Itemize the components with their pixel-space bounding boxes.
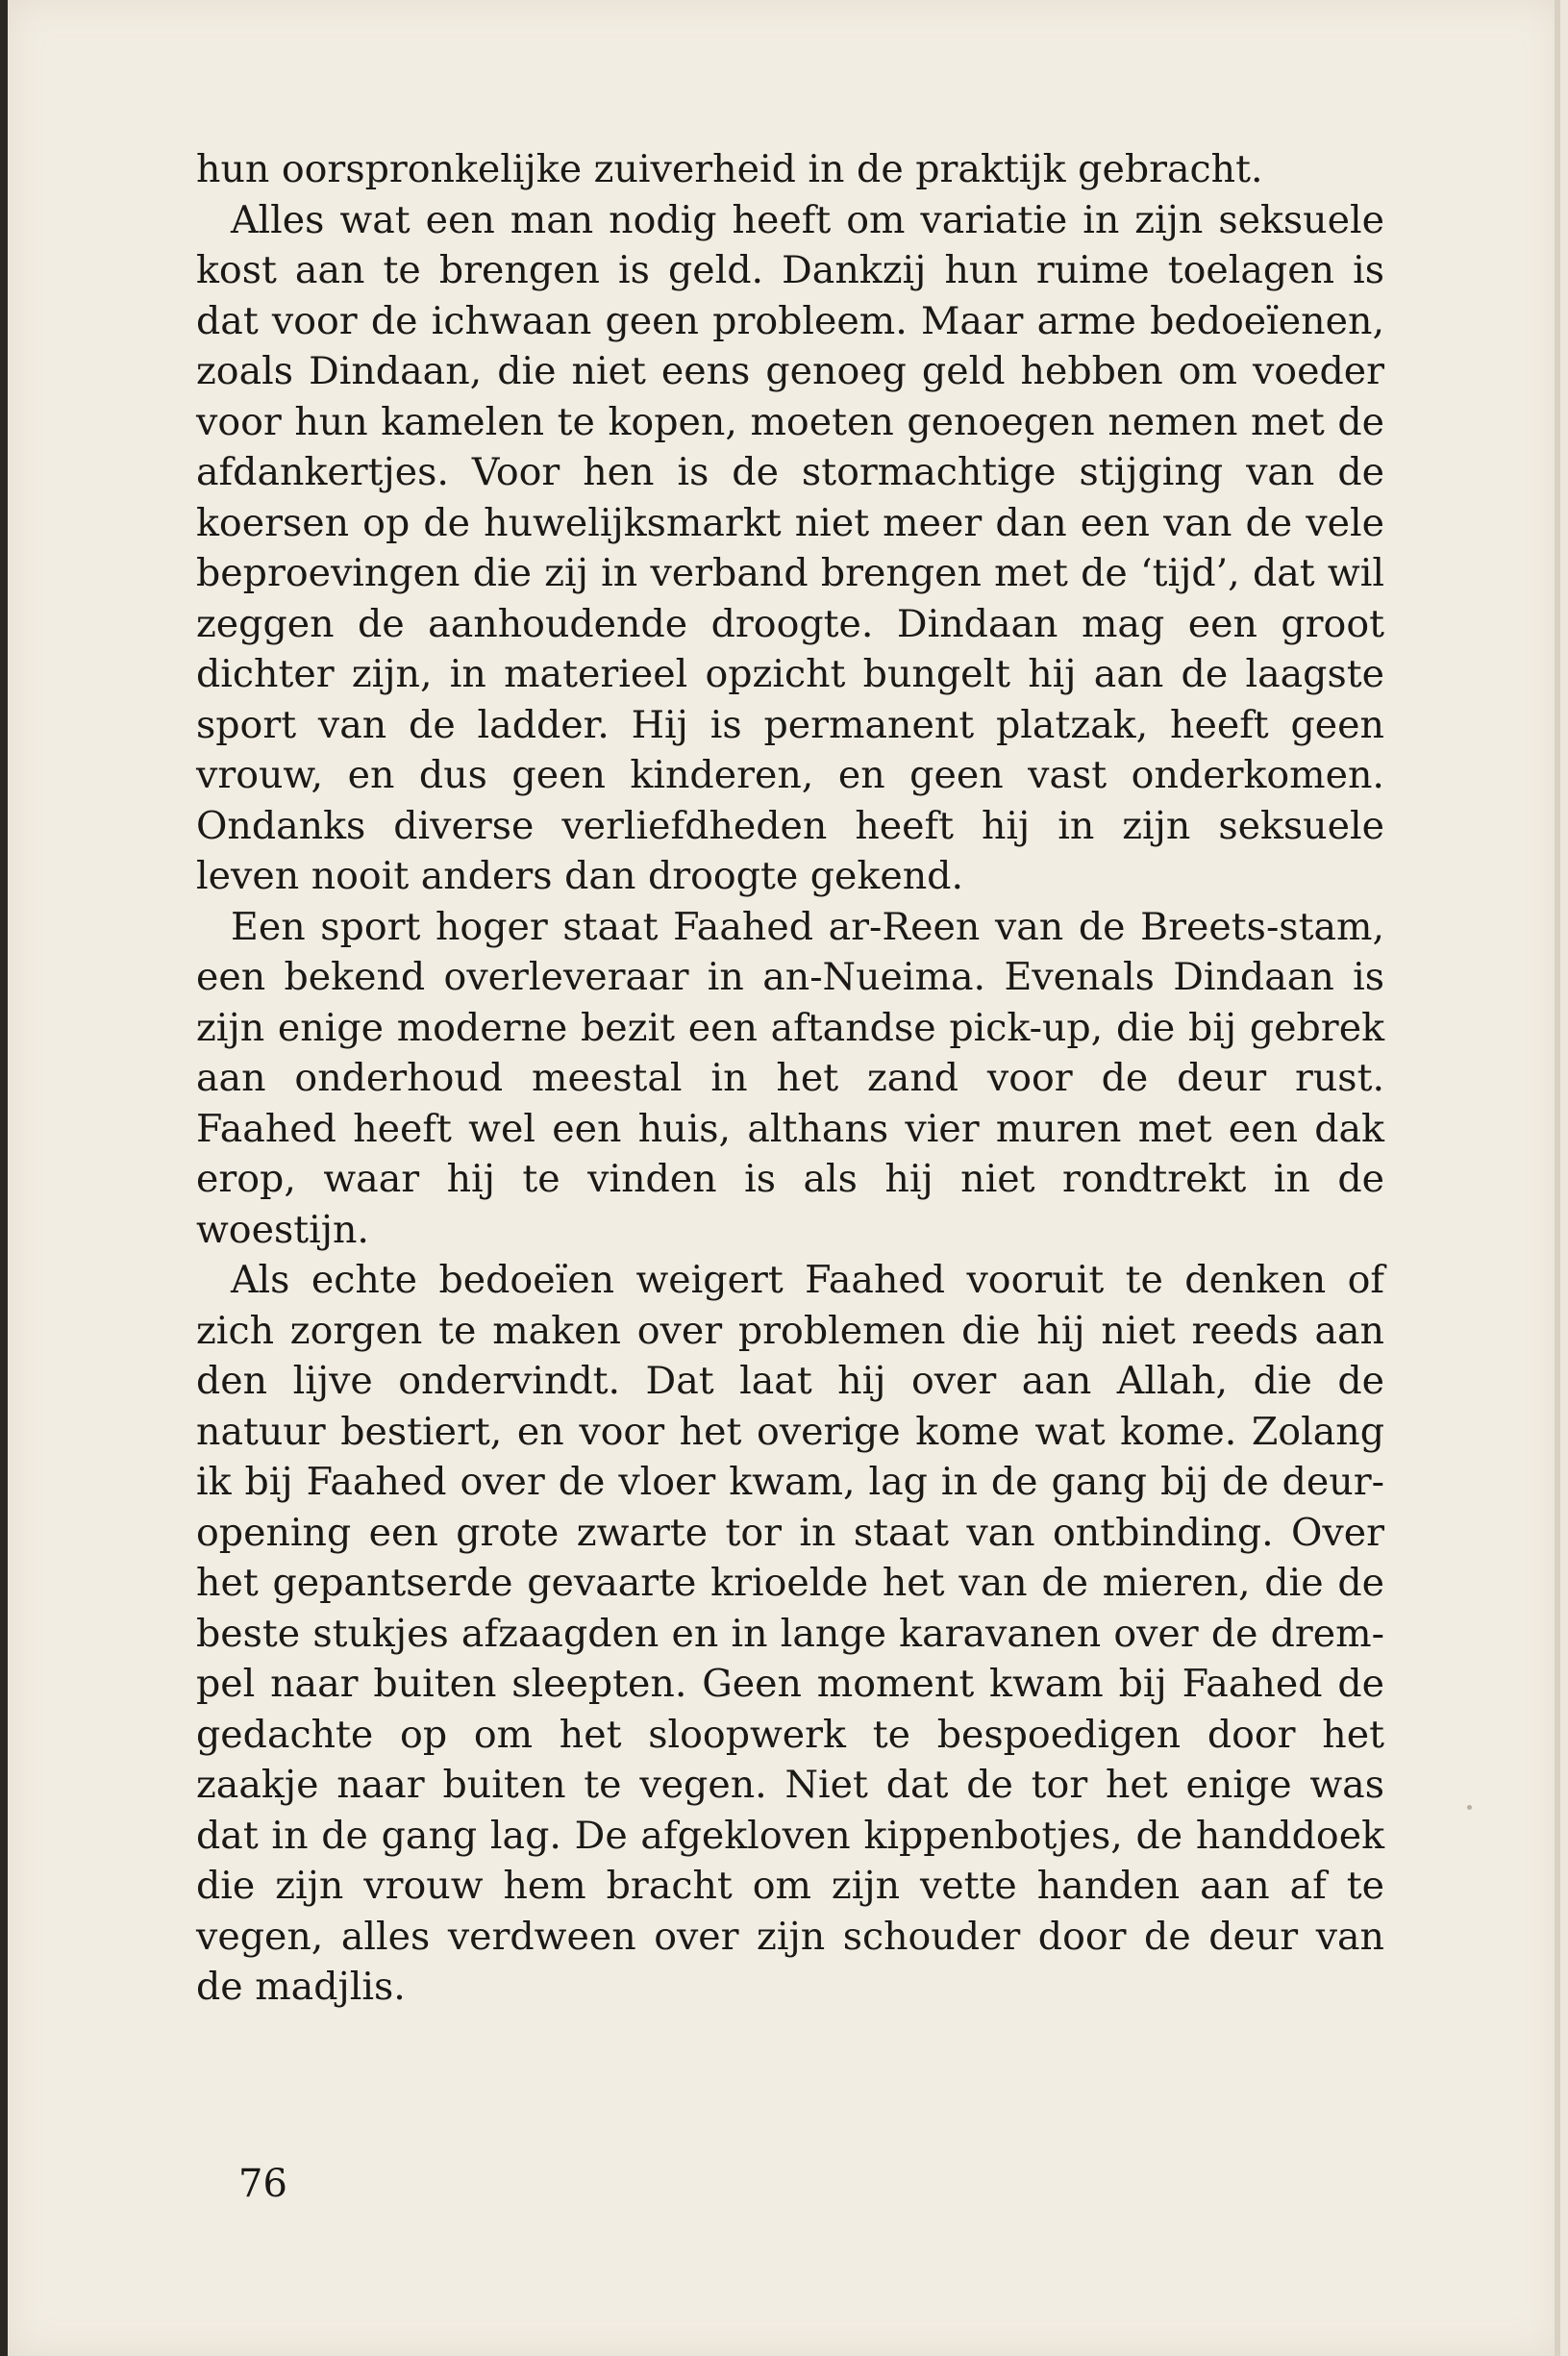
paragraph-continuation: hun oorspronkelijke zuiverheid in de praktijk gebracht.	[196, 147, 1263, 191]
paragraph: Als echte bedoeïen weigert Faahed vooruit te denken of zich zorgen te maken over problemen die hij niet reeds aan den lijve ondervindt. Dat laat hij over aan Allah, die de natuur bestiert, en voor het overige kome wat kome. Zolang ik bij Faahed over de vloer kwam, lag in de gang bij de deuropening een grote zwarte tor in staat van ontbinding. Over het gepantserde gevaarte krioelde het van de mieren, die de beste stukjes afzaagden en in lange karavanen over de drempel naar buiten sleepten. Geen moment kwam bij Faahed de gedachte op om het sloopwerk te bespoedigen door het zaakje naar buiten te vegen. Niet dat de tor het enige was dat in de gang lag. De afgekloven kippenbotjes, de handdoek die zijn vrouw hem bracht om zijn vette handen aan af te vegen, alles verdween over zijn schouder door de deur van de madjlis.	[196, 1258, 1384, 2009]
page-right-edge	[1555, 0, 1560, 2356]
page-number: 76	[238, 2162, 287, 2206]
body-text	[196, 144, 1384, 2013]
paper-speck	[1467, 1805, 1472, 1810]
paragraph: Alles wat een man nodig heeft om variatie in zijn seksuele kost aan te brengen is geld. Dankzij hun ruime toelagen is dat voor de ichwaan geen probleem. Maar arme bedoeïenen, zoals Dindaan, die niet eens genoeg geld hebben om voeder voor hun kamelen te kopen, moeten genoegen nemen met de afdankertjes. Voor hen is de stormachtige stijging van de koersen op de huwelijksmarkt niet meer dan een van de vele beproevingen die zij in verband brengen met de ‘tijd’, dat wil zeggen de aanhoudende droogte. Dindaan mag een groot dichter zijn, in materieel opzicht bungelt hij aan de laagste sport van de ladder. Hij is permanent platzak, heeft geen vrouw, en dus geen kinderen, en geen vast onderkomen. Ondanks diverse verliefdheden heeft hij in zijn seksuele leven nooit anders dan droogte gekend.	[196, 197, 1384, 898]
book-page	[8, 0, 1560, 2356]
page-left-edge	[0, 0, 8, 2356]
paragraph: Een sport hoger staat Faahed ar-Reen van de Breets-stam, een bekend overleveraar in an-Nueima. Evenals Dindaan is zijn enige moderne bezit een aftandse pick-up, die bij gebrek aan onderhoud meestal in het zand voor de deur rust. Faahed heeft wel een huis, althans vier muren met een dak erop, waar hij te vinden is als hij niet rondtrekt in de woestijn.	[196, 904, 1384, 1252]
